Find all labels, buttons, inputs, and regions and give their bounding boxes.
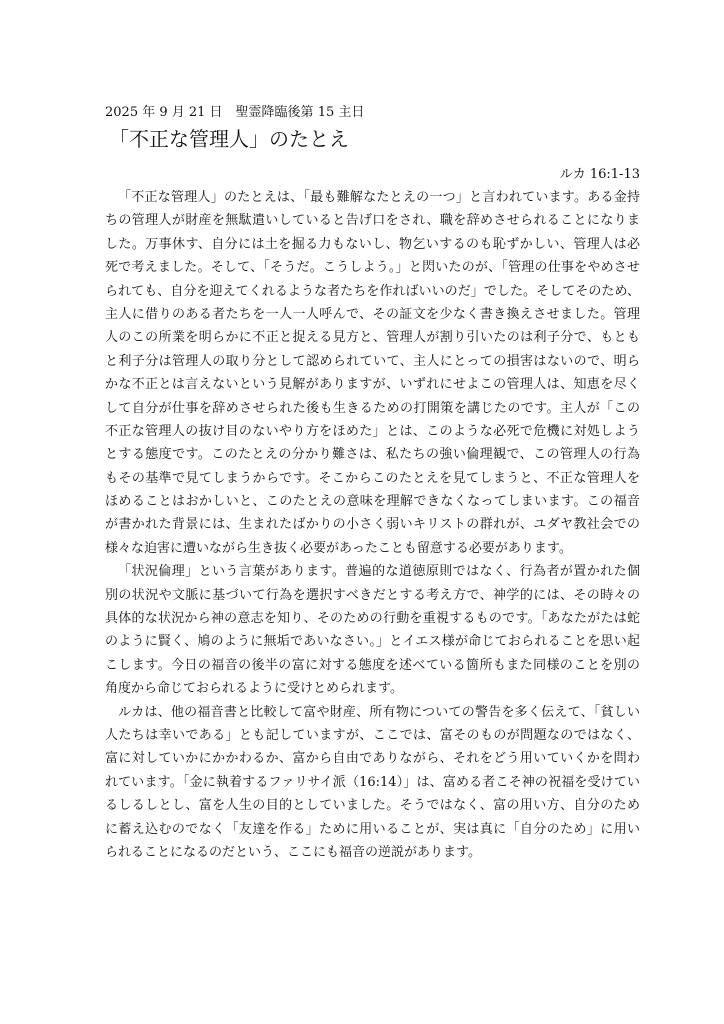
body-line: 様々な迫害に遭いながら生き抜く必要があったことも留意する必要があります。 (105, 540, 572, 556)
body-line: のように賢く、鳩のように無垢であいなさい。」とイエス様が命じておられることを思い起 (105, 634, 640, 650)
body-line: るしるしとし、富を人生の目的としていました。そうではなく、富の用い方、自分のため (105, 798, 640, 814)
body-line: られることになるのだという、ここにも福音の逆説があります。 (105, 844, 481, 860)
body-line: 具体的な状況から神の意志を知り、そのための行動を重視するものです。「あなたがたは蛇 (105, 611, 640, 627)
body-line: と利子分は管理人の取り分として認められていて、主人にとっての損害はないので、明ら (105, 353, 640, 369)
body-line: 角度から命じておられるように受けとめられます。 (105, 681, 403, 697)
body-line: ほめることはおかしいと、このたとえの意味を理解できなくなってしまいます。この福音 (105, 494, 640, 510)
body-line: 別の状況や文脈に基づいて行為を選択すべきだとする考え方で、神学的には、その時々の (105, 587, 640, 603)
body-line: 「不正な管理人」のたとえは、「最も難解なたとえの一つ」と言われています。ある金持 (118, 190, 640, 205)
body-line: 富に対していかにかかわるか、富から自由でありながら、それをどう用いていくかを問わ (105, 751, 640, 767)
body-line: こします。今日の福音の後半の富に対する態度を述べている箇所もまた同様のことを別の (105, 657, 640, 673)
body-line: して自分が仕事を辞めさせられた後も生きるための打開策を講じたのです。主人が「この (105, 400, 640, 416)
body-line: 「状況倫理」という言葉があります。普遍的な道徳原則ではなく、行為者が置かれた個 (118, 564, 640, 580)
body-line: られても、自分を迎えてくれるような者たちを作ればいいのだ」でした。そしてそのため、 (105, 283, 640, 299)
page-title: 「不正な管理人」のたとえ (109, 127, 349, 151)
body-line: 人たちは幸いである」とも記していますが、ここでは、富そのものが問題なのではなく、 (105, 727, 640, 743)
body-line: が書かれた背景には、生まれたばかりの小さく弱いキリストの群れが、ユダヤ教社会での (105, 517, 640, 533)
document-page (105, 0, 640, 1024)
date-line: 2025 年 9 月 21 日 聖霊降臨後第 15 主日 (105, 105, 365, 120)
body-line: に蓄え込むのでなく「友達を作る」ために用いることが、実は真に「自分のため」に用い (105, 821, 640, 837)
body-line: 不正な管理人の抜け目のないやり方をほめた」とは、このような必死で危機に対処しよう (105, 423, 640, 439)
body-line: もその基準で見てしまうからです。そこからこのたとえを見てしまうと、不正な管理人を (105, 470, 640, 486)
body-line: 主人に借りのある者たちを一人一人呼んで、その証文を少なく書き換えさせました。管理 (105, 306, 640, 322)
body-line: かな不正とは言えないという見解がありますが、いずれにせよこの管理人は、知恵を尽く (105, 377, 640, 393)
body-line: とする態度です。このたとえの分かり難さは、私たちの強い倫理観で、この管理人の行為 (105, 447, 640, 463)
scripture-reference: ルカ 16:1-13 (559, 167, 640, 182)
body-line: 死で考えました。そして、「そうだ。こうしよう。」と閃いたのが、「管理の仕事をやめさせ (105, 260, 640, 276)
body-line: 人のこの所業を明らかに不正と捉える見方と、管理人が割り引いたのは利子分で、もとも (105, 330, 640, 346)
body-line: ルカは、他の福音書と比較して富や財産、所有物についての警告を多く伝えて、「貧しい (118, 704, 640, 720)
body-line: した。万事休す、自分には土を掘る力もないし、物乞いするのも恥ずかしい、管理人は必 (105, 236, 640, 252)
body-line: ちの管理人が財産を無駄遣いしていると告げ口をされ、職を辞めさせられることになりま (105, 213, 640, 229)
body-text (105, 186, 640, 864)
body-line: れています。「金に執着するファリサイ派（16:14）」は、富める者こそ神の祝福を受けてい (105, 774, 640, 790)
